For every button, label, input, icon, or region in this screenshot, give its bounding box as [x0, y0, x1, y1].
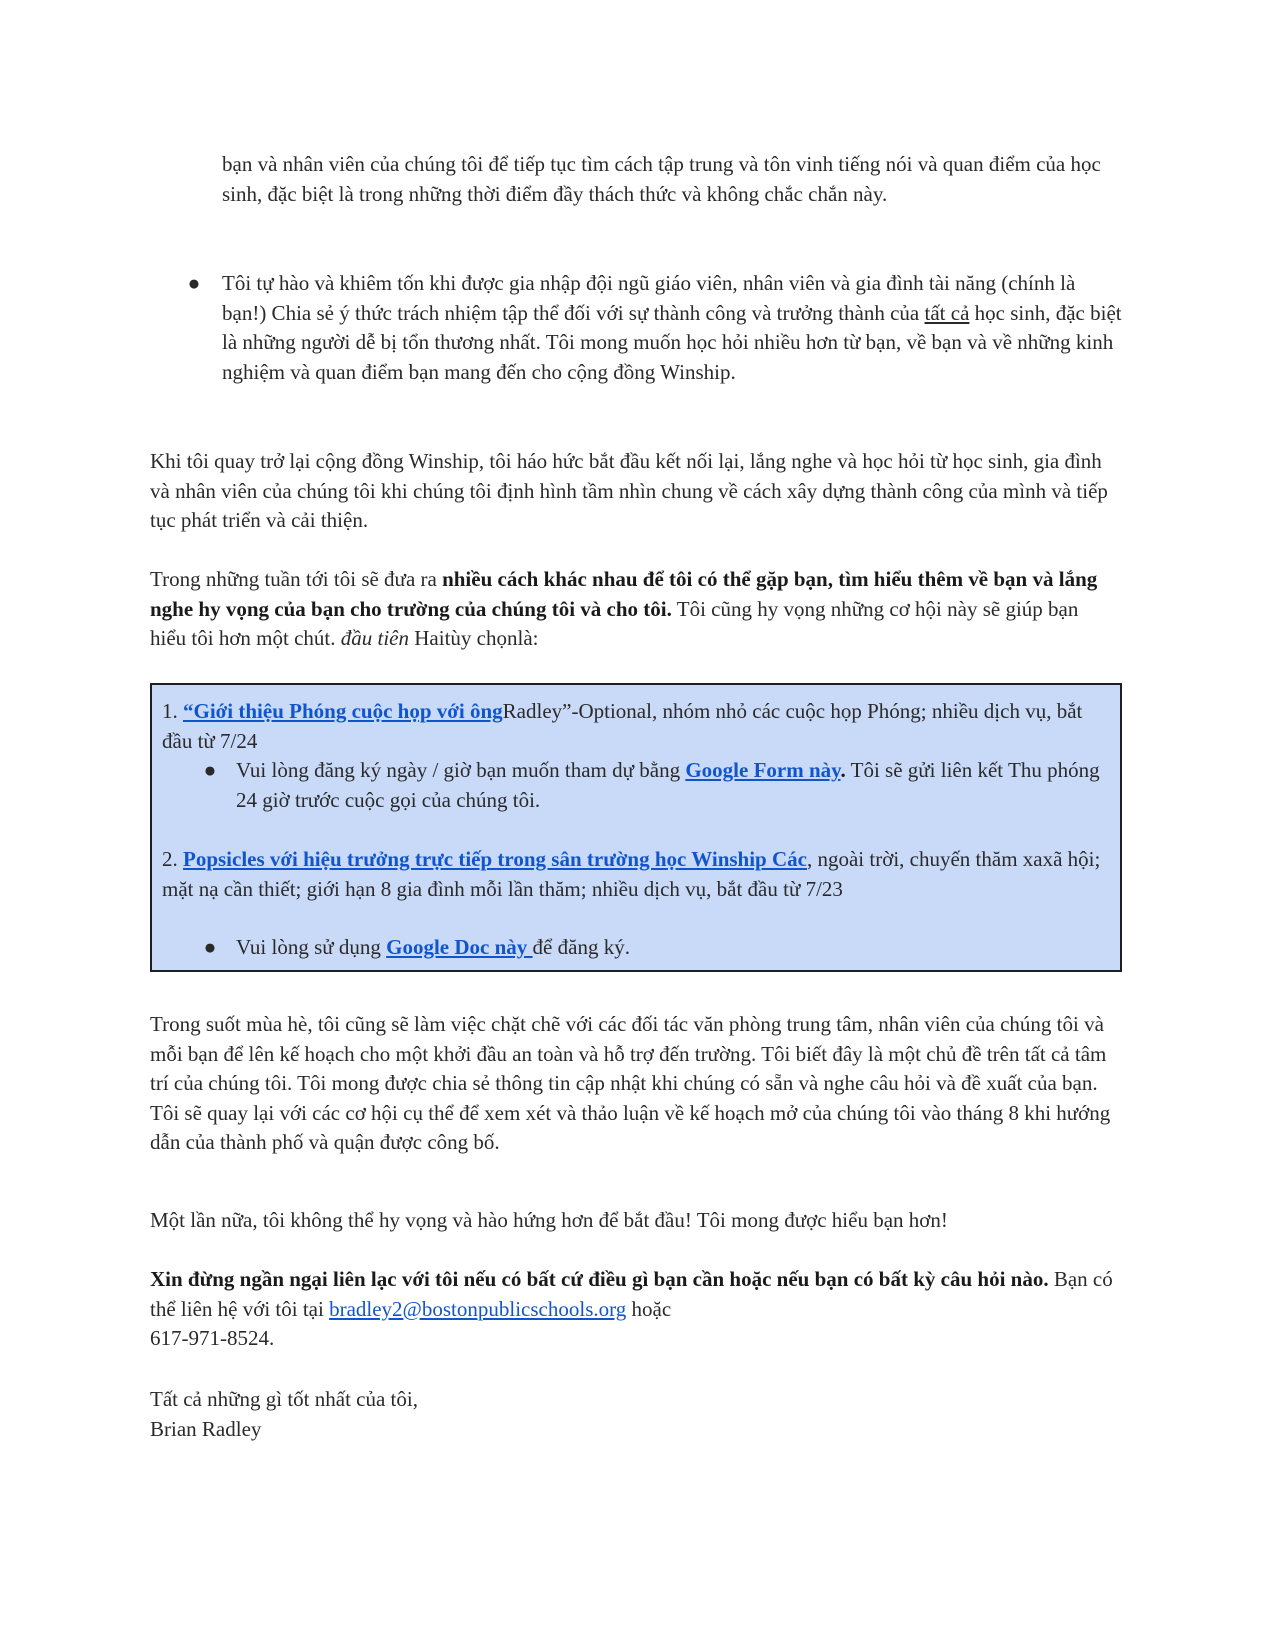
option-2-bullet-lead: Vui lòng sử dụng: [236, 935, 387, 959]
option-2-link[interactable]: Popsicles với hiệu trưởng trực tiếp trong sân trường học Winship Các: [183, 847, 807, 871]
google-doc-link[interactable]: Google Doc này: [386, 935, 533, 959]
phone-number: 617-971-8524.: [150, 1326, 275, 1350]
signoff: [150, 1385, 750, 1444]
option-2-text: , ngoài trời, chuyến thăm xaxã hội; mặt nạ cần thiết; giới hạn 8 gia đình mỗi lần thăm; nhiều dịch vụ, bắt đầu từ 7/23: [162, 847, 1101, 901]
paragraph-weeks: [150, 565, 1115, 654]
option-1-link[interactable]: “Giới thiệu Phóng cuộc họp với ông: [183, 699, 503, 723]
email-link[interactable]: bradley2@bostonpublicschools.org: [329, 1296, 627, 1321]
signoff-name: Brian Radley: [150, 1416, 262, 1441]
paragraph-contact: [150, 1265, 1122, 1354]
paragraph-again: Một lần nữa, tôi không thể hy vọng và hào hứng hơn để bắt đầu! Tôi mong được hiểu bạn hơn!: [150, 1208, 948, 1232]
paragraph-return: Khi tôi quay trở lại cộng đồng Winship, tôi háo hức bắt đầu kết nối lại, lắng nghe và học hỏi từ học sinh, gia đình và nhân viên của chúng tôi khi chúng tôi định hình tầm nhìn chung về cách xây dựng thành công của mình và tiếp tục phát triển và cải thiện.: [150, 449, 1108, 532]
google-form-link[interactable]: Google Form này: [685, 758, 841, 782]
paragraph-summer: Trong suốt mùa hè, tôi cũng sẽ làm việc chặt chẽ với các đối tác văn phòng trung tâm, nhân viên của chúng tôi và mỗi bạn để lên kế hoạch cho một khởi đầu an toàn và hỗ trợ đến trường. Tôi biết đây là một chủ đề trên tất cả tâm trí của chúng tôi. Tôi mong được chia sẻ thông tin cập nhật khi chúng có sẵn và nghe câu hỏi và đề xuất của bạn. Tôi sẽ quay lại với các cơ hội cụ thể để xem xét và thảo luận về kế hoạch mở của chúng tôi vào tháng 8 khi hướng dẫn của thành phố và quận được công bố.: [150, 1012, 1111, 1154]
contact-bold: Xin đừng ngần ngại liên lạc với tôi nếu có bất cứ điều gì bạn cần hoặc nếu bạn có bất kỳ câu hỏi nào.: [150, 1267, 1049, 1291]
option-1-bullet: [236, 756, 1106, 815]
weeks-end: Haitùy chọnlà:: [409, 626, 539, 650]
bullet-marker: ●: [187, 271, 201, 295]
option-1-bullet-dot: .: [840, 758, 846, 782]
option-2-bullet-marker: ●: [203, 935, 217, 959]
bullet-text-part2: học sinh, đặc biệt là những người dễ bị tổn thương nhất. Tôi mong muốn học hỏi nhiều hơn từ bạn, về bạn và về những kinh nghiệm và quan điểm bạn mang đến cho cộng đồng Winship.: [222, 300, 1122, 384]
bullet-paragraph: [222, 269, 1122, 387]
option-1-text: Radley”-Optional, nhóm nhỏ các cuộc họp Phóng; nhiều dịch vụ, bắt đầu từ 7/24: [162, 699, 1083, 753]
weeks-italic: đầu tiên: [340, 626, 410, 650]
option-1-bullet-lead: Vui lòng đăng ký ngày / giờ bạn muốn tham dự bằng: [236, 758, 686, 782]
option-1-number: 1.: [162, 699, 183, 723]
intro-continuation: bạn và nhân viên của chúng tôi để tiếp tục tìm cách tập trung và tôn vinh tiếng nói và quan điểm của học sinh, đặc biệt là trong những thời điểm đầy thách thức và không chắc chắn này.: [222, 152, 1101, 206]
weeks-lead: Trong những tuần tới tôi sẽ đưa ra: [150, 567, 443, 591]
bullet-text-part1: Tôi tự hào và khiêm tốn khi được gia nhập đội ngũ giáo viên, nhân viên và gia đình tài năng (chính là bạn!) Chia sẻ ý thức trách nhiệm tập thể đối với sự thành công và trưởng thành của: [222, 271, 1076, 325]
option-2-bullet: [236, 933, 1106, 963]
weeks-tail: Tôi cũng hy vọng những cơ hội này sẽ giúp bạn hiểu tôi hơn một chút.: [150, 596, 1079, 650]
contact-or: hoặc: [626, 1296, 672, 1321]
signoff-closing: Tất cả những gì tốt nhất của tôi,: [150, 1387, 418, 1411]
bullet-underlined-text: tất cả: [924, 300, 970, 325]
weeks-bold: nhiều cách khác nhau để tôi có thể gặp bạn, tìm hiểu thêm về bạn và lắng nghe hy vọng của bạn cho trường của chúng tôi và cho tôi.: [150, 567, 1098, 621]
contact-lead: Bạn có thể liên hệ với tôi tại: [150, 1267, 1113, 1321]
option-1-bullet-marker: ●: [203, 758, 217, 782]
options-box: [150, 683, 1122, 972]
option-2-bullet-tail: để đăng ký.: [532, 935, 630, 959]
option-2: [162, 845, 1112, 904]
option-2-number: 2.: [162, 847, 183, 871]
option-1-bullet-tail: Tôi sẽ gửi liên kết Thu phóng 24 giờ trước cuộc gọi của chúng tôi.: [236, 758, 1100, 812]
option-1: [162, 697, 1112, 756]
